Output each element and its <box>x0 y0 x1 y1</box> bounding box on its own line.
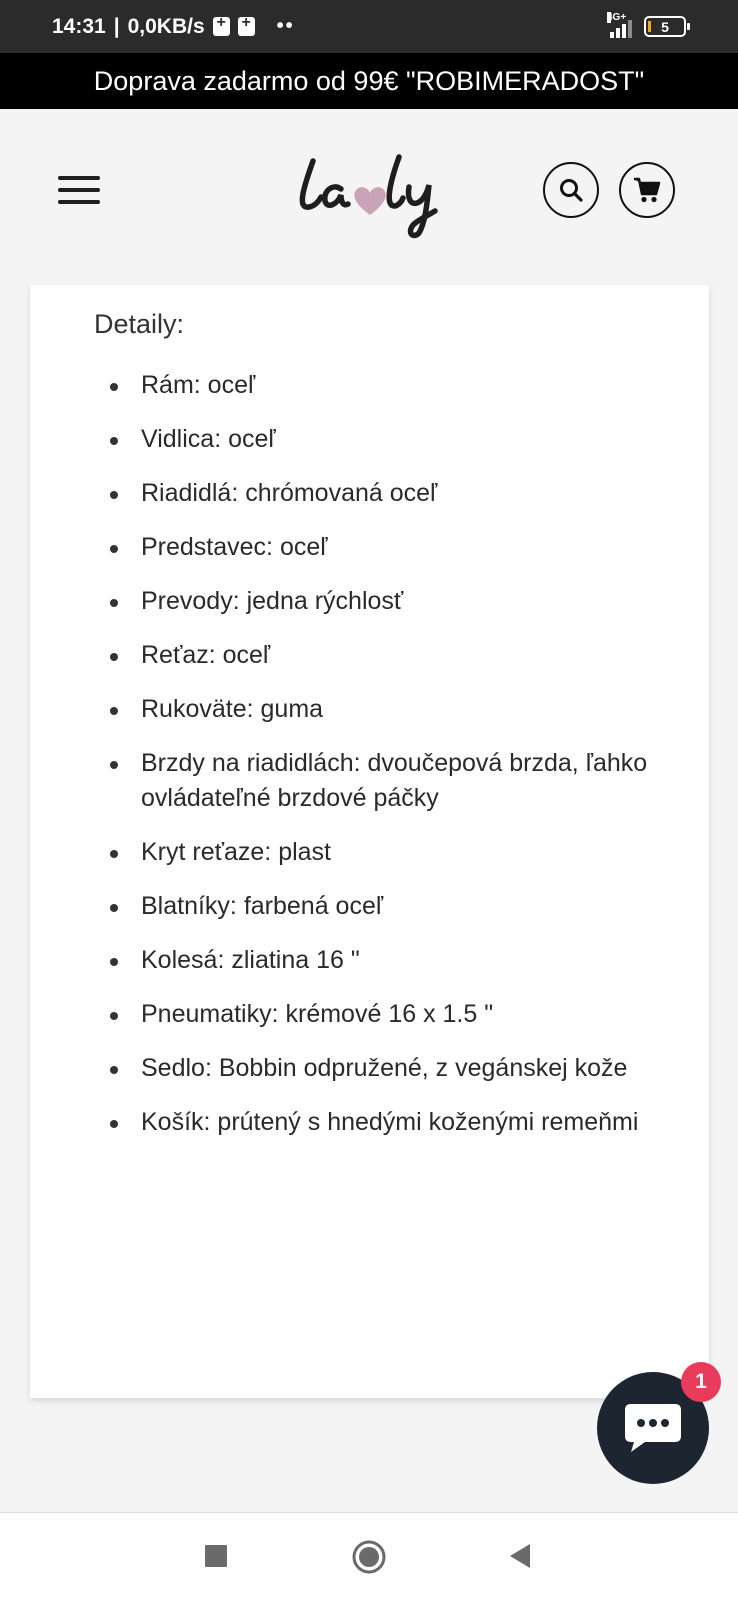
network-type: 4G+ <box>607 11 627 23</box>
cart-icon <box>632 176 662 204</box>
back-button[interactable] <box>508 1543 532 1574</box>
list-item: Vidlica: oceľ <box>94 422 654 457</box>
status-time: 14:31 <box>52 14 106 38</box>
search-icon <box>558 177 584 203</box>
list-item: Kryt reťaze: plast <box>94 835 654 870</box>
promo-text: Doprava zadarmo od 99€ "ROBIMERADOST" <box>93 65 645 96</box>
notification-icon <box>238 17 255 36</box>
chat-badge: 1 <box>681 1362 721 1402</box>
site-logo[interactable] <box>295 149 445 239</box>
back-icon <box>508 1543 532 1569</box>
list-item: Brzdy na riadidlách: dvoučepová brzda, ľahko ovládateľné brzdové páčky <box>94 746 654 816</box>
list-item: Blatníky: farbená oceľ <box>94 889 654 924</box>
menu-icon[interactable] <box>58 174 102 208</box>
status-net-speed: 0,0KB/s <box>127 14 205 38</box>
list-item: Riadidlá: chrómovaná oceľ <box>94 476 654 511</box>
status-left <box>52 15 295 39</box>
recents-button[interactable] <box>205 1545 227 1572</box>
list-item: Rukoväte: guma <box>94 692 654 727</box>
search-button[interactable] <box>543 162 599 218</box>
details-list <box>94 368 654 1159</box>
system-nav-bar <box>0 1512 738 1600</box>
status-separator: | <box>113 14 120 38</box>
list-item: Košík: prútený s hnedými koženými remeňmi <box>94 1105 654 1140</box>
details-title: Detaily: <box>94 309 185 339</box>
cart-button[interactable] <box>619 162 675 218</box>
status-right <box>607 11 686 38</box>
home-icon <box>351 1539 387 1575</box>
list-item: Rám: oceľ <box>94 368 654 403</box>
list-item: Reťaz: oceľ <box>94 638 654 673</box>
list-item: Predstavec: oceľ <box>94 530 654 565</box>
list-item: Prevody: jedna rýchlosť <box>94 584 654 619</box>
notification-icon <box>213 17 230 36</box>
chat-icon <box>621 1400 685 1456</box>
battery-icon <box>644 16 686 37</box>
recents-icon <box>205 1545 227 1567</box>
site-header <box>0 109 738 279</box>
logo-mark <box>295 149 445 239</box>
status-bar <box>0 0 738 53</box>
battery-level: 5 <box>661 18 669 35</box>
more-dots-icon: •• <box>276 15 295 37</box>
signal-icon <box>607 11 632 38</box>
home-button[interactable] <box>351 1539 387 1580</box>
product-details-card <box>30 285 709 1398</box>
list-item: Kolesá: zliatina 16 " <box>94 943 654 978</box>
promo-banner[interactable] <box>0 53 738 109</box>
list-item: Pneumatiky: krémové 16 x 1.5 " <box>94 997 654 1032</box>
list-item: Sedlo: Bobbin odpružené, z vegánskej kože <box>94 1051 654 1086</box>
